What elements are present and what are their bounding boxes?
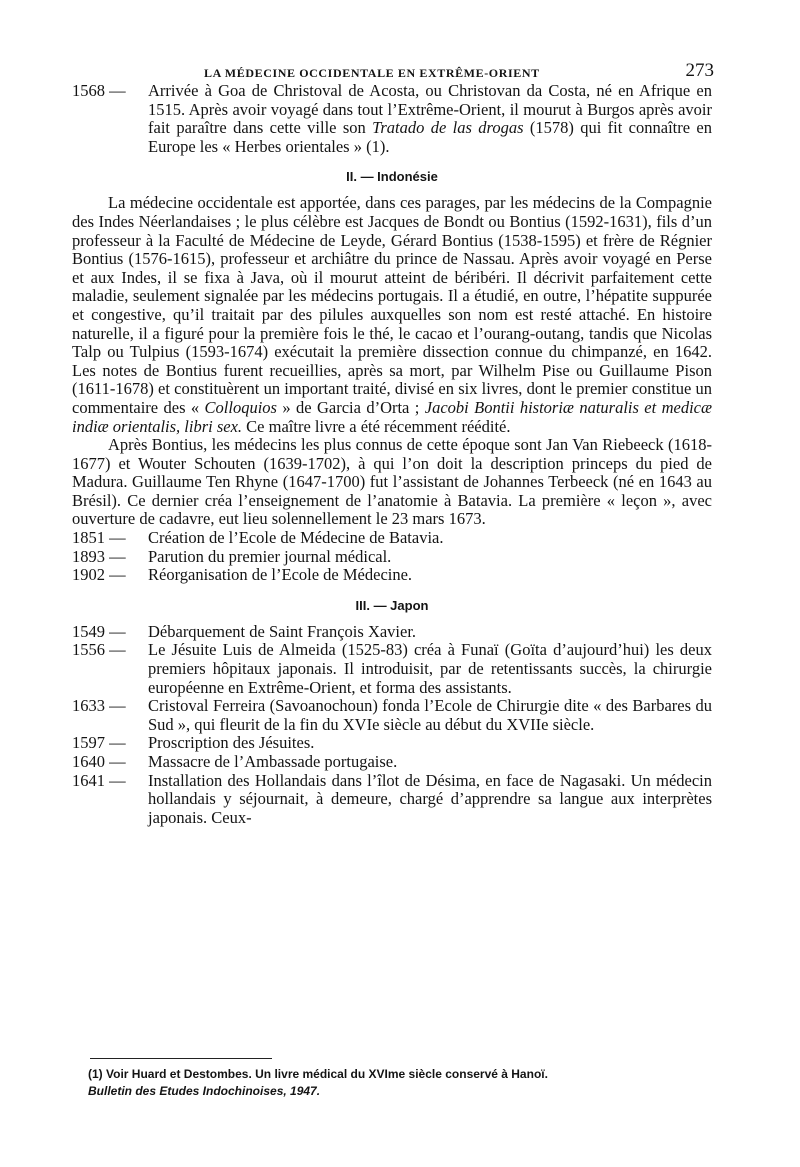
entry-year: 1893 —: [72, 546, 126, 566]
running-title: LA MÉDECINE OCCIDENTALE EN EXTRÊME-ORIENT: [204, 66, 540, 80]
entry-text: Création de l’Ecole de Médecine de Batavia.: [148, 528, 444, 548]
entry-text-part: Arrivée à Goa de Christoval de Acosta, ou Christovan da Costa, né en Afrique en 1515. Après avoir voyagé dans tout l’Extrême-Orient, il mourut à Burgos après avoir fait paraître dans cette ville son: [148, 81, 712, 138]
entry-text: Massacre de l’Ambassade portugaise.: [148, 752, 398, 771]
footnote-line: (1) Voir Huard et Destombes. Un livre médical du XVIme siècle conservé à Hanoï.: [88, 1067, 548, 1081]
chronology-entry: [72, 529, 712, 548]
book-title: Colloquios: [204, 397, 277, 417]
entry-year: 1568 —: [72, 81, 126, 100]
entry-year: 1641 —: [72, 770, 126, 790]
entry-text: Réorganisation de l’Ecole de Médecine.: [148, 565, 413, 585]
paragraph-text: Ce maître livre a été récemment réédité.: [242, 416, 511, 436]
entry-year: 1851 —: [72, 528, 126, 548]
entry-year: 1549 —: [72, 621, 126, 641]
chronology-entry: [72, 548, 712, 567]
paragraph-text: » de Garcia d’Orta ;: [276, 397, 425, 417]
paragraph-text: La médecine occidentale est apportée, dans ces parages, par les médecins de la Compagnie des Indes Néerlandaises ; le plus célèbre est Jacques de Bondt ou Bontius (1592-1631), fils d’un professeur à la Faculté de Médecine de Leyde, Gérard Bontius (1538-1595) et frère de Régnier Bontius (1576-1615), professeur et archiâtre du prince de Nassau. Après avoir voyagé en Perse et aux Indes, il se fixa à Java, où il mourut atteint de béribéri. Il décrivit parfaitement cette maladie, seulement signalée par les médecins portugais. Il a étudié, en outre, l’hépatite suppurée et congestive, qu’il traitait par des pilules auxquelles son nom est resté attaché. En histoire naturelle, il a figuré pour la première fois le thé, le cacao et l’ourang-outang, tandis que Nicolas Talp ou Tulpius (1593-1674) exécutait la première dissection connue du chimpanzé, en 1642. Les notes de Bontius furent recueillies, après sa mort, par Wilhelm Pise ou Guillaume Pison (1611-1678) et constituèrent un important traité, divisé en six livres, dont le premier constitue un commentaire des «: [72, 193, 712, 417]
chronology-entry: [72, 753, 712, 772]
entry-text: Cristoval Ferreira (Savoanochoun) fonda l’Ecole de Chirurgie dite « des Barbares du Sud », qui fleurit de la fin du XVIe siècle au début du XVIIe siècle.: [148, 696, 712, 734]
chronology-entry: [72, 641, 712, 697]
chronology-entry: [72, 772, 712, 828]
book-title: Tratado de las drogas: [372, 118, 524, 138]
entry-year: 1902 —: [72, 565, 126, 585]
book-title: Jacobi Bontii historiæ naturalis et medicæ indiæ orientalis, libri sex.: [72, 397, 713, 436]
section-heading-japon: III. — Japon: [355, 597, 429, 613]
chronology-entry: [72, 623, 712, 642]
entry-text: Parution du premier journal médical.: [148, 546, 392, 566]
chronology-entry: [72, 734, 712, 753]
entry-year: 1556 —: [72, 640, 126, 660]
section-heading-indonesie: II. — Indonésie: [346, 169, 438, 185]
entry-year: 1633 —: [72, 696, 126, 716]
entry-year: 1640 —: [72, 752, 126, 771]
footnote: [88, 1066, 708, 1100]
entry-text: Débarquement de Saint François Xavier.: [148, 621, 417, 641]
footnote-divider: [90, 1058, 272, 1059]
entry-text: Le Jésuite Luis de Almeida (1525-83) créa à Funaï (Goïta d’aujourd’hui) les deux premiers hôpitaux japonais. Il introduisit, par de retentissants succès, la chirurgie européenne en Extrême-Orient, et forma des assistants.: [148, 640, 712, 697]
entry-text-part: (1578) qui fit connaître en Europe les « Herbes orientales » (1).: [148, 118, 712, 156]
page-header: [72, 58, 712, 82]
entry-text: Proscription des Jésuites.: [148, 733, 315, 753]
chronology-entry: [72, 566, 712, 585]
footnote-line: Bulletin des Etudes Indochinoises, 1947.: [88, 1084, 321, 1098]
entry-year: 1597 —: [72, 733, 126, 753]
entry-text: Installation des Hollandais dans l’îlot de Désima, en face de Nagasaki. Un médecin hollandais y séjournait, à demeure, chargé d’apprendre sa langue aux interprètes japonais. Ceux-: [148, 770, 712, 827]
page-number: 273: [685, 60, 714, 81]
paragraph-after-bontius: Après Bontius, les médecins les plus connus de cette époque sont Jan Van Riebeeck (1618-1677) et Wouter Schouten (1639-1702), à qui l’on doit la description princeps du pied de Madura. Guillaume Ten Rhyne (1647-1700) fut l’assistant de Johannes Terbeeck (né en 1643 au Brésil). Ce dernier créa l’enseignement de l’anatomie à Batavia. La première « leçon », avec ouverture de cadavre, eut lieu solennellement le 23 mars 1673.: [72, 435, 712, 529]
paragraph-bontius: [72, 194, 712, 436]
chronology-entry: [72, 697, 712, 734]
chronology-entry: [72, 82, 712, 156]
entry-text: [148, 82, 712, 156]
page: [72, 58, 712, 827]
